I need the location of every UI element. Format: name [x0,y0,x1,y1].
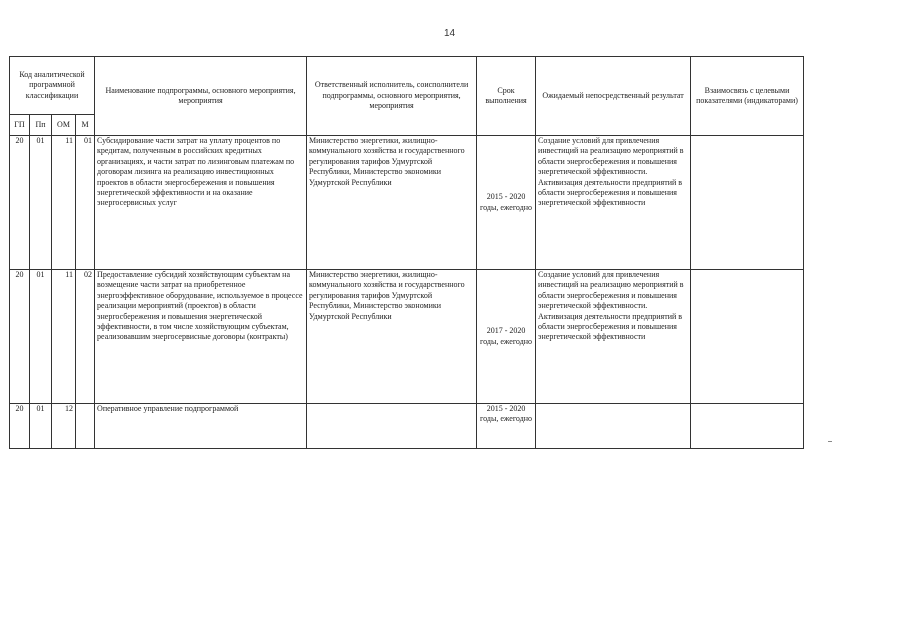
header-code-group: Код аналитической программной классификации [10,57,95,115]
table-row [10,404,804,449]
header-code-gp: ГП [10,115,30,136]
cell-pp: 01 [30,270,52,404]
cell-indicators [691,136,804,270]
header-deadline: Срок выполнения [477,57,536,136]
cell-indicators [691,270,804,404]
cell-gp: 20 [10,270,30,404]
cell-executor: Министерство энергетики, жилищно-коммунального хозяйства и государственного регулирования тарифов Удмуртской Республики, Министерство экономики Удмуртской Республики [307,270,477,404]
cell-executor: Министерство энергетики, жилищно-коммунального хозяйства и государственного регулирования тарифов Удмуртской Республики, Министерство экономики Удмуртской Республики [307,136,477,270]
cell-executor [307,404,477,449]
cell-om: 12 [52,404,76,449]
cell-result: Создание условий для привлечения инвестиций на реализацию мероприятий в области энергосбережения и повышения энергетической эффективности. Активизация деятельности предприятий в области энергосбережения и повышения энергетической эффективности [536,270,691,404]
cell-gp: 20 [10,136,30,270]
cell-indicators [691,404,804,449]
cell-deadline: 2017 - 2020 годы, ежегодно [477,270,536,404]
cell-m: 02 [76,270,95,404]
cell-name: Субсидирование части затрат на уплату процентов по кредитам, полученным в российских кредитных организациях, и части затрат по лизинговым платежам по договорам лизинга на реализацию инвестиционных проектов в области энергосбережения и повышения энергетической эффективности и на оказание энергосервисных услуг [95,136,307,270]
cell-pp: 01 [30,136,52,270]
cell-name: Оперативное управление подпрограммой [95,404,307,449]
header-name: Наименование подпрограммы, основного мероприятия, мероприятия [95,57,307,136]
cell-om: 11 [52,136,76,270]
table-row [10,270,804,404]
cell-deadline: 2015 - 2020 годы, ежегодно [477,136,536,270]
table-row [10,136,804,270]
cell-m [76,404,95,449]
cell-gp: 20 [10,404,30,449]
header-result: Ожидаемый непосредственный результат [536,57,691,136]
page-number: 14 [444,28,456,39]
cell-name: Предоставление субсидий хозяйствующим субъектам на возмещение части затрат на приобретенное энергоэффективное оборудование, используемое в процессе реализации мероприятий (проектов) в области энергосбережения и повышения энергетической эффективности, в том числе хозяйствующим субъектам, реализовавшим энергосервисные договоры (контракты) [95,270,307,404]
cell-result [536,404,691,449]
header-indicators: Взаимосвязь с целевыми показателями (индикаторами) [691,57,804,136]
header-code-m: М [76,115,95,136]
program-table [9,56,804,449]
header-executor: Ответственный исполнитель, соисполнители подпрограммы, основного мероприятия, мероприятия [307,57,477,136]
scan-mark [828,441,832,442]
cell-m: 01 [76,136,95,270]
cell-deadline: 2015 - 2020 годы, ежегодно [477,404,536,449]
header-code-pp: Пп [30,115,52,136]
header-code-om: ОМ [52,115,76,136]
cell-om: 11 [52,270,76,404]
cell-pp: 01 [30,404,52,449]
header-row [10,57,804,115]
cell-result: Создание условий для привлечения инвестиций на реализацию мероприятий в области энергосбережения и повышения энергетической эффективности. Активизация деятельности предприятий в области энергосбережения и повышения энергетической эффективности [536,136,691,270]
